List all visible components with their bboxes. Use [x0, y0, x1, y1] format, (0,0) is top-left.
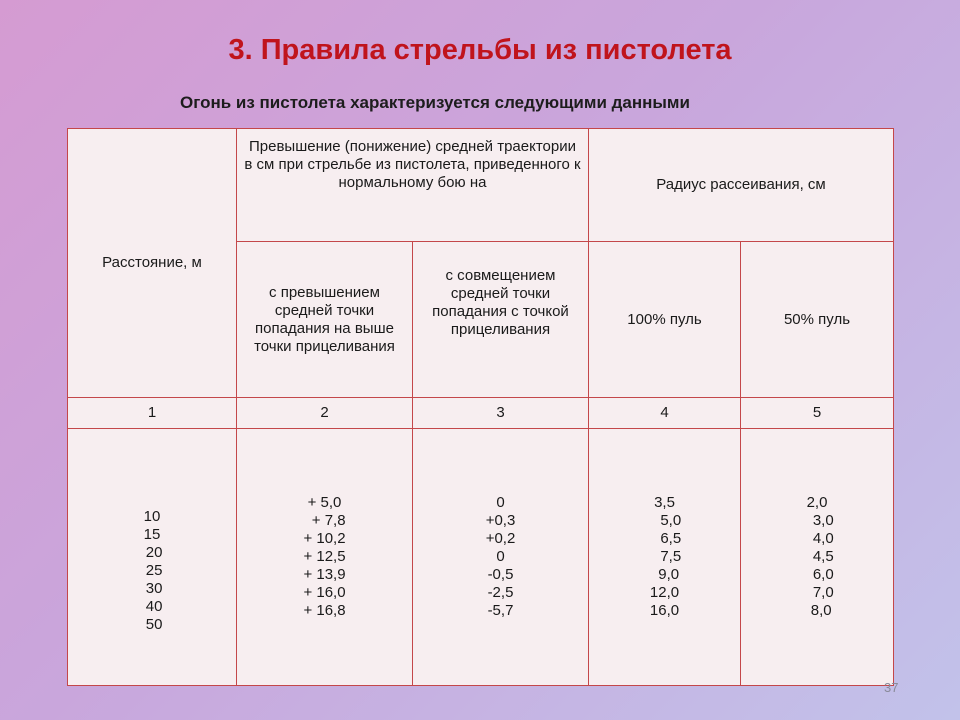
dispersion-50-value: 8,0	[802, 602, 832, 619]
elevation-above-value: + 13,9	[303, 566, 346, 583]
dispersion-100-value: 3,5	[654, 494, 675, 511]
header-dispersion-50: 50% пуль	[741, 242, 894, 398]
column-number-row	[68, 398, 894, 429]
distance-value: 30	[141, 580, 163, 597]
dispersion-50-value: 4,0	[800, 530, 834, 547]
distance-value: 15	[143, 526, 161, 543]
column-number-2: 2	[237, 398, 413, 429]
dispersion-100-value: 5,0	[647, 512, 682, 529]
dispersion-50-value: 7,0	[800, 584, 834, 601]
elevation-above-value: + 16,0	[303, 584, 346, 601]
elevation-aligned-value: -2,5	[487, 584, 514, 601]
dispersion-100-value: 9,0	[649, 566, 680, 583]
elevation-above-value: + 16,8	[303, 602, 346, 619]
elevation-aligned-values	[413, 429, 589, 686]
elevation-above-value: + 7,8	[303, 512, 346, 529]
dispersion-50-value: 3,0	[800, 512, 834, 529]
header-elevation-above: с превышением средней точки попадания на выше точки прицеливания	[237, 242, 413, 398]
ballistics-table	[67, 128, 894, 686]
column-number-4: 4	[589, 398, 741, 429]
dispersion-50-value: 2,0	[806, 494, 828, 511]
header-elevation-group: Превышение (понижение) средней траектории в см при стрельбе из пистолета, приведенного к нормальному бою на	[237, 129, 589, 242]
dispersion-100-value: 6,5	[647, 530, 682, 547]
distance-value: 50	[141, 616, 163, 633]
data-row	[68, 429, 894, 686]
distance-value: 25	[141, 562, 163, 579]
elevation-aligned-value: -0,5	[487, 566, 514, 583]
elevation-aligned-value: +0,2	[485, 530, 516, 547]
distance-value: 20	[141, 544, 163, 561]
dispersion-50-values	[741, 429, 894, 686]
dispersion-50-value: 4,5	[800, 548, 834, 565]
header-dispersion-100: 100% пуль	[589, 242, 741, 398]
elevation-above-value: + 5,0	[307, 494, 342, 511]
elevation-aligned-value: 0	[496, 494, 505, 511]
distance-value: 10	[143, 508, 161, 525]
elevation-above-values	[237, 429, 413, 686]
elevation-aligned-value: -5,7	[487, 602, 514, 619]
dispersion-100-value: 12,0	[649, 584, 680, 601]
page-number: 37	[884, 680, 899, 695]
elevation-above-value: + 10,2	[303, 530, 346, 547]
header-dispersion-group: Радиус рассеивания, см	[589, 129, 894, 242]
column-number-1: 1	[68, 398, 237, 429]
dispersion-100-values	[589, 429, 741, 686]
column-number-5: 5	[741, 398, 894, 429]
distance-values	[68, 429, 237, 686]
column-number-3: 3	[413, 398, 589, 429]
slide-subtitle: Огонь из пистолета характеризуется следующими данными	[180, 93, 690, 112]
dispersion-100-value: 7,5	[647, 548, 682, 565]
dispersion-50-value: 6,0	[800, 566, 834, 583]
header-row-1	[68, 129, 894, 242]
header-elevation-aligned: с совмещением средней точки попадания с точкой прицеливания	[413, 242, 589, 398]
header-distance: Расстояние, м	[68, 129, 237, 398]
dispersion-100-value: 16,0	[649, 602, 680, 619]
distance-value: 40	[141, 598, 163, 615]
elevation-above-value: + 12,5	[303, 548, 346, 565]
elevation-aligned-value: 0	[496, 548, 505, 565]
slide-title: 3. Правила стрельбы из пистолета	[228, 34, 732, 66]
elevation-aligned-value: +0,3	[485, 512, 516, 529]
